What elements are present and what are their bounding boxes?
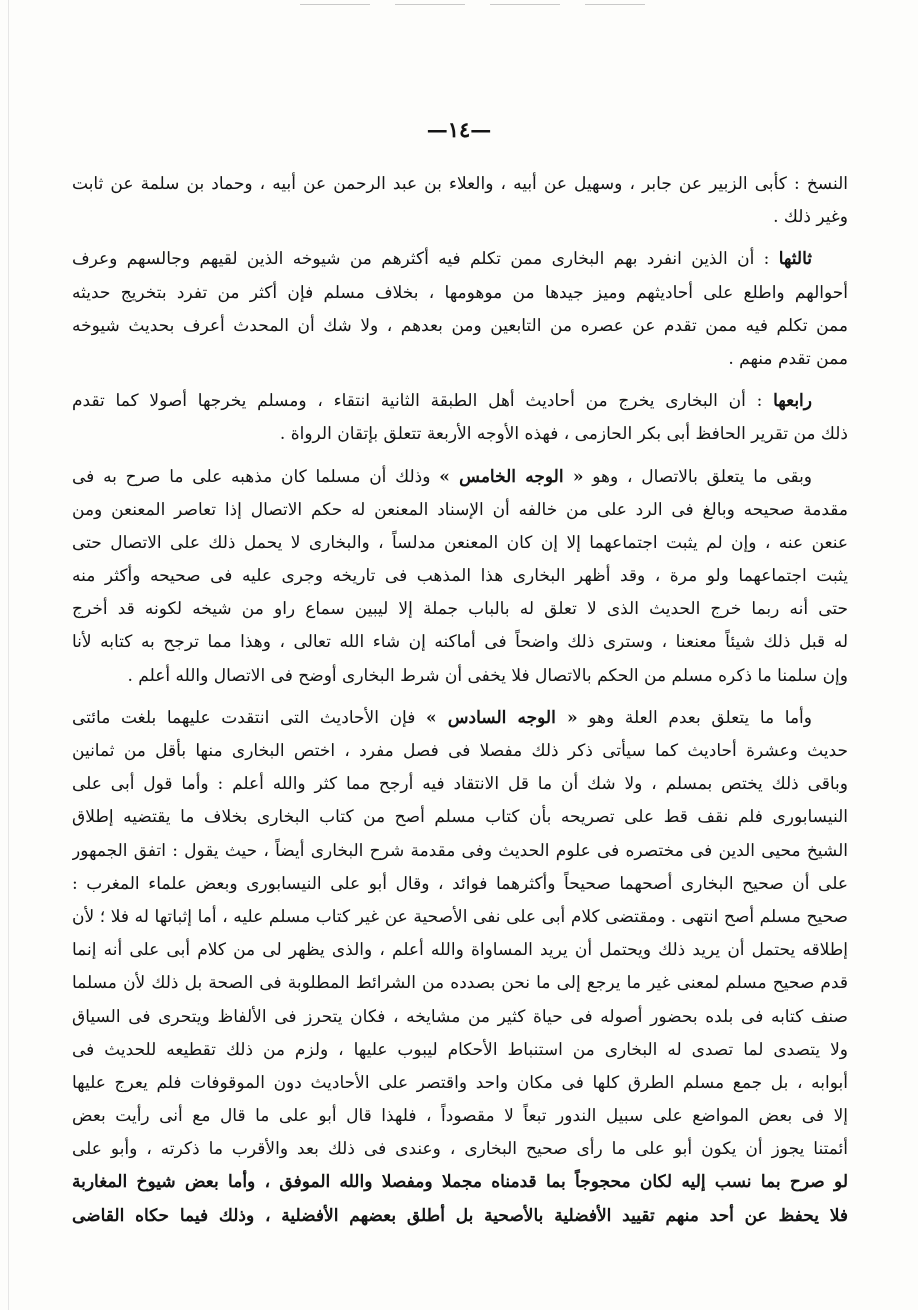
text-line	[72, 626, 848, 659]
text-line	[72, 494, 848, 527]
text-line	[72, 967, 848, 1000]
text-line	[72, 418, 848, 451]
section-heading: « الوجه السادس »	[426, 707, 578, 728]
line-text: ولا يتصدى لما تصدى له البخارى من استنباط الأحكام ليبوب عليها ، ولزم من ذلك تقطيعه للحديث فى	[72, 1039, 848, 1060]
text-line	[72, 934, 848, 967]
text-line	[72, 243, 848, 276]
text-line	[72, 1001, 848, 1034]
line-text: وذلك أن مسلما كان مذهبه على ما صرح به فى	[72, 466, 440, 487]
text-line	[72, 385, 848, 418]
line-text: قدم صحيح مسلم لمعنى غير ما يرجع إلى ما نحن بصدده من الشرائط المطلوبة فى الصحة بل ذلك لأن مسلما	[72, 973, 848, 994]
page-number: —١٤—	[426, 117, 492, 142]
line-text: أئمتنا يجوز أن يكون أبو على ما رأى صحيح البخارى ، وعندى فى ذلك بعد والأقرب ما ذكرته ، وأبو على	[72, 1139, 848, 1160]
line-text: وإن سلمنا ما ذكره مسلم من الحكم بالاتصال فلا يخفى أن شرط البخارى أوضح فى الاتصال والله أعلم .	[127, 665, 848, 686]
line-text: فلا يحفظ عن أحد منهم تقييد الأفضلية بالأصحية بل أطلق بعضهم الأفضلية ، وذلك فيما حكاه القاضى	[72, 1205, 848, 1226]
line-text: عنعن عنه ، وإن لم يثبت اجتماعهما إلا إن كان المعنعن مدلساً ، والبخارى لا يحمل ذلك على الاتصال حتى	[72, 532, 848, 553]
text-line	[72, 901, 848, 934]
line-text: يثبت اجتماعهما ولو مرة ، وقد أظهر البخارى هذا المذهب فى تاريخه وجرى عليه فى صحيحه وأكثر منه	[72, 566, 848, 587]
line-text: إطلاقه يحتمل أن يريد ذلك ويحتمل أن يريد المساواة والله أعلم ، والذى يظهر لى من كلام أبى على أنه إنما	[72, 940, 848, 961]
line-text: لو صرح بما نسب إليه لكان محجوجاً بما قدمناه مجملا ومفصلا والله الموفق ، وأما بعض شيوخ المغاربة	[72, 1172, 848, 1193]
text-line	[72, 702, 848, 735]
paragraph-lead: ثالثها	[778, 249, 812, 270]
line-text: وغير ذلك .	[773, 207, 848, 228]
text-line	[72, 1166, 848, 1199]
text-line	[72, 1067, 848, 1100]
section-heading: « الوجه الخامس »	[439, 466, 584, 487]
line-text: النسخ : كأبى الزبير عن جابر ، وسهيل عن أبيه ، والعلاء بن عبد الرحمن عن أبيه ، وحماد بن سلمة عن ثابت	[72, 174, 848, 194]
text-line	[72, 1100, 848, 1133]
text-line	[72, 168, 848, 201]
text-line	[72, 527, 848, 560]
text-line	[72, 1034, 848, 1067]
text-line	[72, 593, 848, 626]
line-text: مقدمة صحيحه وبالغ فى الرد على من خالفه أن الإسناد المعنعن له حكم الاتصال إذا تعاصر المعنعن ومن	[72, 499, 848, 520]
text-line	[72, 201, 848, 234]
text-line	[72, 801, 848, 834]
line-text: له قبل ذلك شيئاً معنعنا ، وسترى ذلك واضحاً فى أماكنه إن شاء الله تعالى ، وهذا مما ترجح به كتابه لأنا	[72, 632, 848, 653]
line-text: النيسابورى فلم نقف قط على تصريحه بأن كتاب مسلم أصح من كتاب البخارى بخلاف ما يقتضيه إطلاق	[72, 807, 848, 828]
text-line	[72, 835, 848, 868]
text-line	[72, 768, 848, 801]
top-rule	[395, 4, 465, 5]
line-text: صحيح مسلم أصح انتهى . ومقتضى كلام أبى على نفى الأصحية عن غير كتاب مسلم عليه ، أما إثباتها له فلا ؛ لأن	[72, 906, 848, 927]
line-text: ممن تكلم فيه ممن تقدم عن عصره من التابعين ومن بعدهم ، ولا شك أن المحدث أعرف بحديث شيوخه	[72, 315, 848, 336]
line-text: فإن الأحاديث التى انتقدت عليهما بلغت مائتى	[72, 707, 426, 728]
text-line	[72, 868, 848, 901]
line-text: صنف كتابه فى بلده بحضور أصوله فى حياة كثير من مشايخه ، فكان يتحرز فى الألفاظ ويتحرى فى السياق	[72, 1006, 848, 1027]
top-rule	[300, 4, 370, 5]
body-text	[72, 168, 848, 1233]
text-line	[72, 1200, 848, 1233]
text-line	[72, 560, 848, 593]
line-text: أحوالهم واطلع على أحاديثهم وميز جيدها من موهومها ، بخلاف مسلم فإن أكثر من تفرد بتخريج حديثه	[72, 282, 848, 303]
line-text: وباقى ذلك يختص بمسلم ، ولا شك أن ما قل الانتقاد فيه أرجح مما كثر والله أعلم : وأما قول أبى على	[72, 774, 848, 795]
top-rule	[490, 4, 560, 5]
line-text: وبقى ما يتعلق بالاتصال ، وهو	[583, 466, 813, 487]
line-text: وأما ما يتعلق بعدم العلة وهو	[577, 707, 812, 728]
line-text: حتى أنه ربما خرج الحديث الذى لا تعلق له بالباب جملة إلا ليبين سماع راو من شيخه لكونه قد أخرج	[72, 599, 848, 620]
top-rule	[585, 4, 645, 5]
line-text: : أن البخارى يخرج من أحاديث أهل الطبقة الثانية انتقاء ، ومسلم يخرجها أصولا كما تقدم	[72, 391, 774, 412]
paragraph-lead: رابعها	[773, 391, 812, 412]
text-line	[72, 343, 848, 376]
line-text: ذلك من تقرير الحافظ أبى بكر الحازمى ، فهذه الأوجه الأربعة تتعلق بإتقان الرواة .	[279, 424, 848, 445]
text-line	[72, 735, 848, 768]
line-text: على أن صحيح البخارى أصحهما صحيحاً وأكثرهما فوائد ، وقال أبو على النيسابورى وبعض علماء المغرب :	[72, 873, 848, 894]
text-line	[72, 277, 848, 310]
line-text: أبوابه ، بل جمع مسلم الطرق كلها فى مكان واحد واقتصر على الأحاديث دون الموقوفات فلم يعرج عليها	[72, 1072, 848, 1093]
line-text: حديث وعشرة أحاديث كما سيأتى ذكر ذلك مفصلا فى فصل مفرد ، اختص البخارى منها بأقل من ثمانين	[72, 741, 848, 761]
text-line	[72, 461, 848, 494]
text-line	[72, 1133, 848, 1166]
line-text: إلا فى بعض المواضع على سبيل الندور تبعاً لا مقصوداً ، فلهذا قال أبو على ما قال مع أنى رأيت بعض	[72, 1106, 848, 1127]
line-text: الشيخ محيى الدين فى مختصره فى علوم الحديث وفى مقدمة شرح البخارى أيضاً ، حيث يقول : اتفق الجمهور	[72, 840, 848, 861]
text-line	[72, 660, 848, 693]
line-text: ممن تقدم منهم .	[728, 348, 848, 369]
text-line	[72, 310, 848, 343]
line-text: : أن الذين انفرد بهم البخارى ممن تكلم فيه أكثرهم من شيوخه الذين لقيهم وجالسهم وعرف	[72, 249, 779, 270]
scan-edge	[8, 0, 9, 1310]
